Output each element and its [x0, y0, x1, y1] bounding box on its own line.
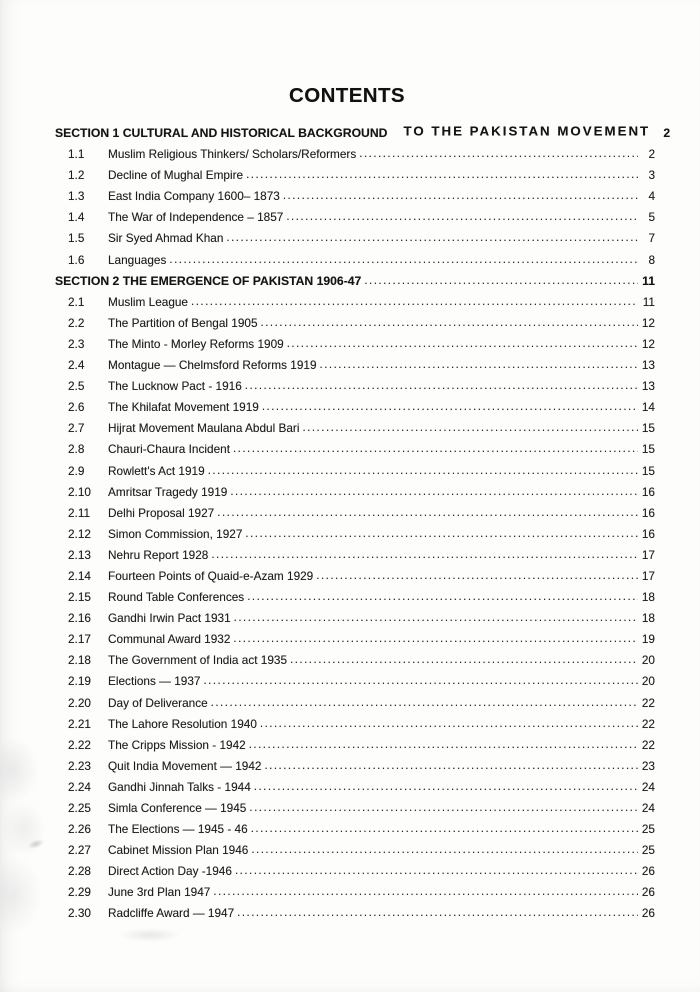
- toc-entry: [55, 566, 655, 587]
- entry-title: Gandhi Jinnah Talks - 1944: [108, 779, 251, 794]
- dot-leader: [254, 777, 638, 798]
- dot-leader: [261, 313, 638, 334]
- toc-entry: [55, 840, 655, 861]
- entry-page-number: 15: [641, 421, 655, 436]
- section-label: SECTION 1 CULTURAL AND HISTORICAL BACKGROUND: [55, 126, 388, 140]
- entry-title: Sir Syed Ahmad Khan: [108, 231, 224, 246]
- entry-title: Direct Action Day -1946: [108, 864, 232, 879]
- entry-title: The War of Independence – 1857: [108, 210, 284, 225]
- dot-leader: [287, 334, 638, 355]
- entry-title: The Minto - Morley Reforms 1909: [108, 336, 284, 351]
- dot-leader: [283, 186, 638, 207]
- dot-leader: [251, 819, 638, 840]
- toc-entry: [55, 671, 655, 692]
- entry-title: Delhi Proposal 1927: [108, 505, 215, 520]
- entry-number: 2.12: [68, 526, 91, 541]
- entry-number: 2.26: [68, 822, 91, 837]
- dot-leader: [237, 903, 638, 924]
- entry-title: Round Table Conferences: [108, 590, 245, 605]
- entry-number: 2.23: [68, 758, 91, 773]
- toc-entry: [55, 693, 655, 714]
- table-of-contents: [55, 123, 671, 925]
- toc-entry: [55, 882, 655, 903]
- section-label: SECTION 2 THE EMERGENCE OF PAKISTAN 1906-47: [55, 273, 362, 288]
- entry-number: 1.4: [68, 210, 85, 225]
- entry-number: 2.22: [68, 737, 91, 752]
- entry-title: June 3rd Plan 1947: [108, 885, 211, 900]
- dot-leader: [246, 165, 638, 186]
- section-label-part2: TO THE PAKISTAN MOVEMENT: [403, 123, 651, 139]
- entry-title: East India Company 1600– 1873: [108, 189, 280, 204]
- entry-page-number: 24: [641, 801, 655, 815]
- dot-leader: [320, 355, 638, 376]
- entry-title: Gandhi Irwin Pact 1931: [108, 611, 231, 626]
- toc-entry: [55, 439, 655, 460]
- entry-title: The Khilafat Movement 1919: [108, 400, 259, 415]
- entry-number: 2.14: [68, 568, 91, 583]
- dot-leader: [260, 714, 638, 735]
- toc-entry: [55, 714, 655, 735]
- entry-number: 2.24: [68, 779, 91, 794]
- entry-title: Nehru Report 1928: [108, 547, 209, 562]
- dot-leader: [247, 587, 638, 608]
- entry-page-number: 17: [641, 547, 655, 562]
- entry-number: 1.6: [68, 252, 85, 267]
- toc-entry: [55, 376, 655, 397]
- entry-title: Communal Award 1932: [108, 632, 231, 647]
- toc-entry: [55, 798, 655, 819]
- toc-entry: [55, 334, 655, 355]
- entry-page-number: 20: [641, 653, 655, 668]
- toc-entry: [55, 418, 655, 439]
- entry-number: 2.13: [68, 547, 91, 562]
- toc-entry: [55, 397, 655, 418]
- entry-title: The Government of India act 1935: [108, 653, 288, 668]
- entry-number: 2.18: [68, 653, 91, 668]
- entry-page-number: 18: [641, 590, 655, 605]
- dot-leader: [233, 439, 638, 460]
- entry-page-number: 25: [641, 822, 655, 837]
- entry-title: Decline of Mughal Empire: [108, 168, 244, 183]
- dot-leader: [249, 735, 638, 756]
- entry-title: The Lahore Resolution 1940: [108, 716, 257, 731]
- entry-page-number: 26: [641, 864, 655, 879]
- entry-number: 2.5: [68, 379, 85, 394]
- entry-number: 2.10: [68, 484, 91, 499]
- toc-entry: [55, 165, 655, 186]
- entry-page-number: 22: [641, 737, 655, 752]
- toc-entry: [55, 777, 655, 798]
- toc-entry: [55, 587, 655, 608]
- entry-title: Montague — Chelmsford Reforms 1919: [108, 358, 317, 373]
- toc-entry: [55, 250, 655, 271]
- toc-entry: [55, 735, 655, 756]
- entry-page-number: 17: [641, 568, 655, 583]
- entry-page-number: 16: [641, 484, 655, 499]
- toc-entry: [55, 355, 655, 376]
- entry-page-number: 5: [648, 210, 655, 225]
- entry-number: 2.6: [68, 400, 85, 415]
- entry-number: 2.9: [68, 463, 85, 478]
- entry-number: 2.20: [68, 695, 91, 710]
- entry-page-number: 20: [641, 674, 655, 689]
- section-page-number: 2: [663, 126, 671, 140]
- entry-page-number: 11: [642, 294, 655, 309]
- entry-page-number: 19: [641, 632, 655, 647]
- entry-number: 2.3: [68, 336, 85, 351]
- dot-leader: [208, 461, 638, 482]
- entry-number: 2.19: [68, 674, 91, 689]
- entry-title: The Lucknow Pact - 1916: [108, 379, 242, 394]
- entry-page-number: 12: [641, 315, 655, 330]
- entry-page-number: 23: [641, 758, 655, 773]
- entry-page-number: 14: [641, 400, 655, 415]
- entry-number: 2.25: [68, 801, 91, 815]
- dot-leader: [217, 503, 638, 524]
- scan-artifact: [120, 928, 180, 942]
- entry-title: Quit India Movement — 1942: [108, 758, 262, 773]
- entry-number: 2.29: [68, 885, 91, 900]
- entry-title: Chauri-Chaura Incident: [108, 442, 230, 457]
- entry-number: 2.8: [68, 442, 85, 457]
- dot-leader: [302, 418, 638, 439]
- dot-leader: [211, 545, 638, 566]
- dot-leader: [316, 566, 638, 587]
- entry-page-number: 7: [648, 231, 655, 246]
- entry-title: Muslim League: [108, 294, 188, 309]
- entry-number: 2.27: [68, 843, 91, 858]
- page-title: CONTENTS: [289, 84, 405, 107]
- toc-entry: [55, 228, 655, 249]
- entry-page-number: 13: [641, 379, 655, 394]
- entry-title: Muslim Religious Thinkers/ Scholars/Reformers: [108, 147, 357, 162]
- dot-leader: [211, 693, 638, 714]
- toc-entry: [55, 144, 655, 165]
- entry-title: The Elections — 1945 - 46: [108, 822, 248, 837]
- dot-leader: [203, 671, 638, 692]
- toc-entry: [55, 503, 655, 524]
- entry-number: 2.16: [68, 611, 91, 626]
- entry-number: 1.5: [68, 231, 85, 246]
- entry-page-number: 4: [648, 189, 655, 204]
- entry-number: 1.1: [68, 147, 85, 162]
- entry-page-number: 24: [641, 779, 655, 794]
- dot-leader: [262, 397, 638, 418]
- toc-entry: [55, 482, 655, 503]
- dot-leader: [251, 840, 638, 861]
- entry-number: 1.2: [68, 168, 85, 183]
- entry-page-number: 18: [641, 611, 655, 626]
- dot-leader: [169, 250, 638, 271]
- scan-artifact: [2, 800, 46, 858]
- entry-page-number: 16: [641, 526, 655, 541]
- entry-page-number: 3: [648, 168, 655, 183]
- dot-leader: [264, 756, 638, 777]
- scan-artifact: [27, 838, 45, 851]
- toc-entry: [55, 608, 655, 629]
- scan-artifact: [0, 855, 42, 935]
- toc-entry: [55, 186, 655, 207]
- entry-title: Radcliffe Award — 1947: [108, 906, 235, 921]
- entry-page-number: 26: [641, 906, 655, 921]
- entry-number: 2.11: [68, 505, 91, 520]
- toc-entry: [55, 524, 655, 545]
- entry-number: 2.15: [68, 590, 91, 605]
- dot-leader: [233, 629, 638, 650]
- toc-entry: [55, 292, 655, 313]
- entry-page-number: 26: [641, 885, 655, 900]
- entry-page-number: 15: [641, 442, 655, 457]
- dot-leader: [234, 608, 638, 629]
- entry-page-number: 22: [641, 695, 655, 710]
- entry-number: 2.21: [68, 716, 91, 731]
- dot-leader: [245, 376, 638, 397]
- toc-section-header: [55, 271, 655, 292]
- entry-title: Simla Conference — 1945: [108, 801, 247, 815]
- toc-entry: [55, 545, 655, 566]
- dot-leader: [213, 882, 638, 903]
- entry-title: Day of Deliverance: [108, 695, 208, 710]
- entry-page-number: 22: [641, 716, 655, 731]
- entry-number: 2.17: [68, 632, 91, 647]
- entry-number: 2.7: [68, 421, 85, 436]
- dot-leader: [226, 228, 638, 249]
- scan-artifact: [0, 735, 40, 805]
- dot-leader: [286, 207, 638, 228]
- entry-title: Simon Commission, 1927: [108, 526, 243, 541]
- entry-page-number: 12: [641, 336, 655, 351]
- entry-title: The Partition of Bengal 1905: [108, 315, 258, 330]
- entry-title: Amritsar Tragedy 1919: [108, 484, 228, 499]
- entry-number: 2.28: [68, 864, 91, 879]
- entry-number: 2.1: [68, 294, 85, 309]
- entry-title: Hijrat Movement Maulana Abdul Bari: [108, 421, 300, 436]
- entry-page-number: 25: [641, 843, 655, 858]
- toc-section-header: [55, 123, 671, 144]
- toc-entry: [55, 461, 655, 482]
- toc-entry: [55, 313, 655, 334]
- dot-leader: [191, 292, 638, 313]
- dot-leader: [249, 798, 638, 819]
- toc-entry: [55, 650, 655, 671]
- dot-leader: [364, 271, 638, 292]
- dot-leader: [235, 861, 638, 882]
- toc-entry: [55, 819, 655, 840]
- entry-number: 1.3: [68, 189, 85, 204]
- dot-leader: [290, 650, 638, 671]
- dot-leader: [230, 482, 638, 503]
- entry-number: 2.4: [68, 358, 85, 373]
- entry-page-number: 15: [641, 463, 655, 478]
- entry-number: 2.30: [68, 906, 91, 921]
- entry-title: Elections — 1937: [108, 674, 201, 689]
- entry-title: Languages: [108, 252, 167, 267]
- entry-title: The Cripps Mission - 1942: [108, 737, 246, 752]
- entry-number: 2.2: [68, 315, 85, 330]
- dot-leader: [359, 144, 638, 165]
- entry-title: Fourteen Points of Quaid-e-Azam 1929: [108, 568, 314, 583]
- entry-page-number: 2: [648, 147, 655, 162]
- entry-page-number: 16: [641, 505, 655, 520]
- toc-entry: [55, 207, 655, 228]
- entry-title: Cabinet Mission Plan 1946: [108, 843, 249, 858]
- toc-entry: [55, 903, 655, 924]
- dot-leader: [245, 524, 638, 545]
- entry-page-number: 8: [648, 252, 655, 267]
- section-page-number: 11: [642, 273, 655, 288]
- entry-title: Rowlett's Act 1919: [108, 463, 205, 478]
- toc-entry: [55, 861, 655, 882]
- toc-entry: [55, 629, 655, 650]
- toc-entry: [55, 756, 655, 777]
- entry-page-number: 13: [641, 358, 655, 373]
